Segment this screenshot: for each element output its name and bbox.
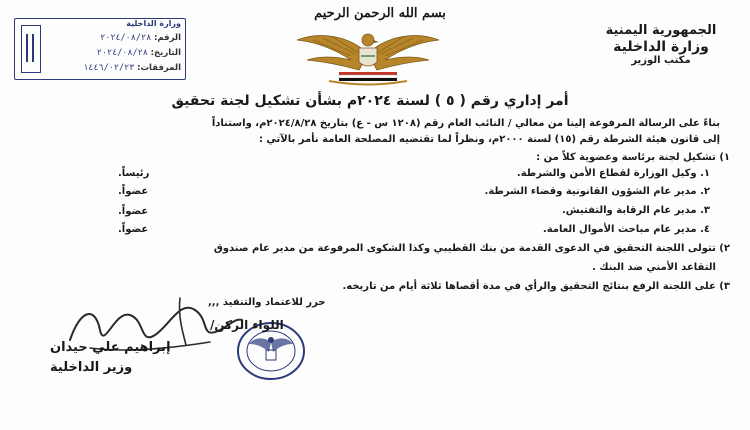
reference-ministry: وزارة الداخلية (126, 19, 181, 28)
office-name: مكتب الوزير (631, 55, 691, 67)
committee-role: عضواً. (118, 206, 149, 217)
signatory-title: وزير الداخلية (50, 360, 133, 375)
reference-box (14, 18, 186, 80)
committee-role: عضواً. (118, 224, 149, 235)
item-1-heading: ١) تشكيل لجنة برئاسة وعضوية كلاً من : (536, 152, 730, 163)
reference-number: الرقم: ٢٠٢٤/٠٨/٢٨ (100, 33, 181, 43)
committee-member: ٢. مدير عام الشؤون القانونية وقضاء الشرطة. (484, 186, 710, 197)
signatory-name: إبراهيم علي حيدان (50, 340, 171, 355)
committee-member: ٤. مدير عام مباحث الأموال العامة. (542, 224, 710, 235)
yemen-emblem-icon (293, 26, 443, 86)
document-title: أمر إداري رقم ( ٥ ) لسنة ٢٠٢٤م بشأن تشكيل لجنة تحقيق (171, 93, 569, 109)
signatory-rank: اللواء الركن/ (210, 318, 284, 332)
item-3: ٣) على اللجنة الرفع بنتائج التحقيق والرأي في مدة أقصاها ثلاثة أيام من تاريخه. (342, 281, 730, 292)
reference-date: التاريخ: ٢٠٢٤/٠٨/٢٨ (96, 48, 181, 58)
committee-role: عضواً. (118, 186, 149, 197)
stamp-bars-icon (21, 25, 41, 73)
committee-role: رئيساً. (118, 168, 150, 179)
committee-member: ٣. مدير عام الرقابة والتفتيش. (562, 205, 710, 216)
ministry-name: وزارة الداخلية (613, 38, 709, 55)
committee-member: ١. وكيل الوزارة لقطاع الأمن والشرطة. (516, 168, 710, 179)
preamble-line-1: بناءً على الرسالة المرفوعة إلينا من معالي / النائب العام رقم (١٢٠٨ س - ع) بتاريخ ٢٠٢٤/٨/٢٨م، واستناداً (211, 118, 720, 129)
republic-name: الجمهورية اليمنية (605, 23, 717, 38)
item-2-line-1: ٢) تتولى اللجنة التحقيق في الدعوى القدمة من بنك القطيبي وكذا الشكوى المرفوعة من مدير عام صندوق (213, 243, 730, 254)
ministry-header (586, 24, 736, 67)
closing-line: حرر للاعتماد والتنفيذ ,,, (208, 297, 326, 308)
preamble-line-2: إلى قانون هيئة الشرطة رقم (١٥) لسنة ٢٠٠٠م، ونظراً لما تقتضيه المصلحة العامة نأمر بالآتي : (258, 134, 720, 145)
item-2-line-2: التقاعد الأمني ضد البنك . (592, 262, 716, 273)
reference-attachments: المرفقات: ١٤٤٦/٠٢/٢٣ (83, 63, 181, 73)
basmala: بسم الله الرحمن الرحيم (314, 6, 446, 21)
